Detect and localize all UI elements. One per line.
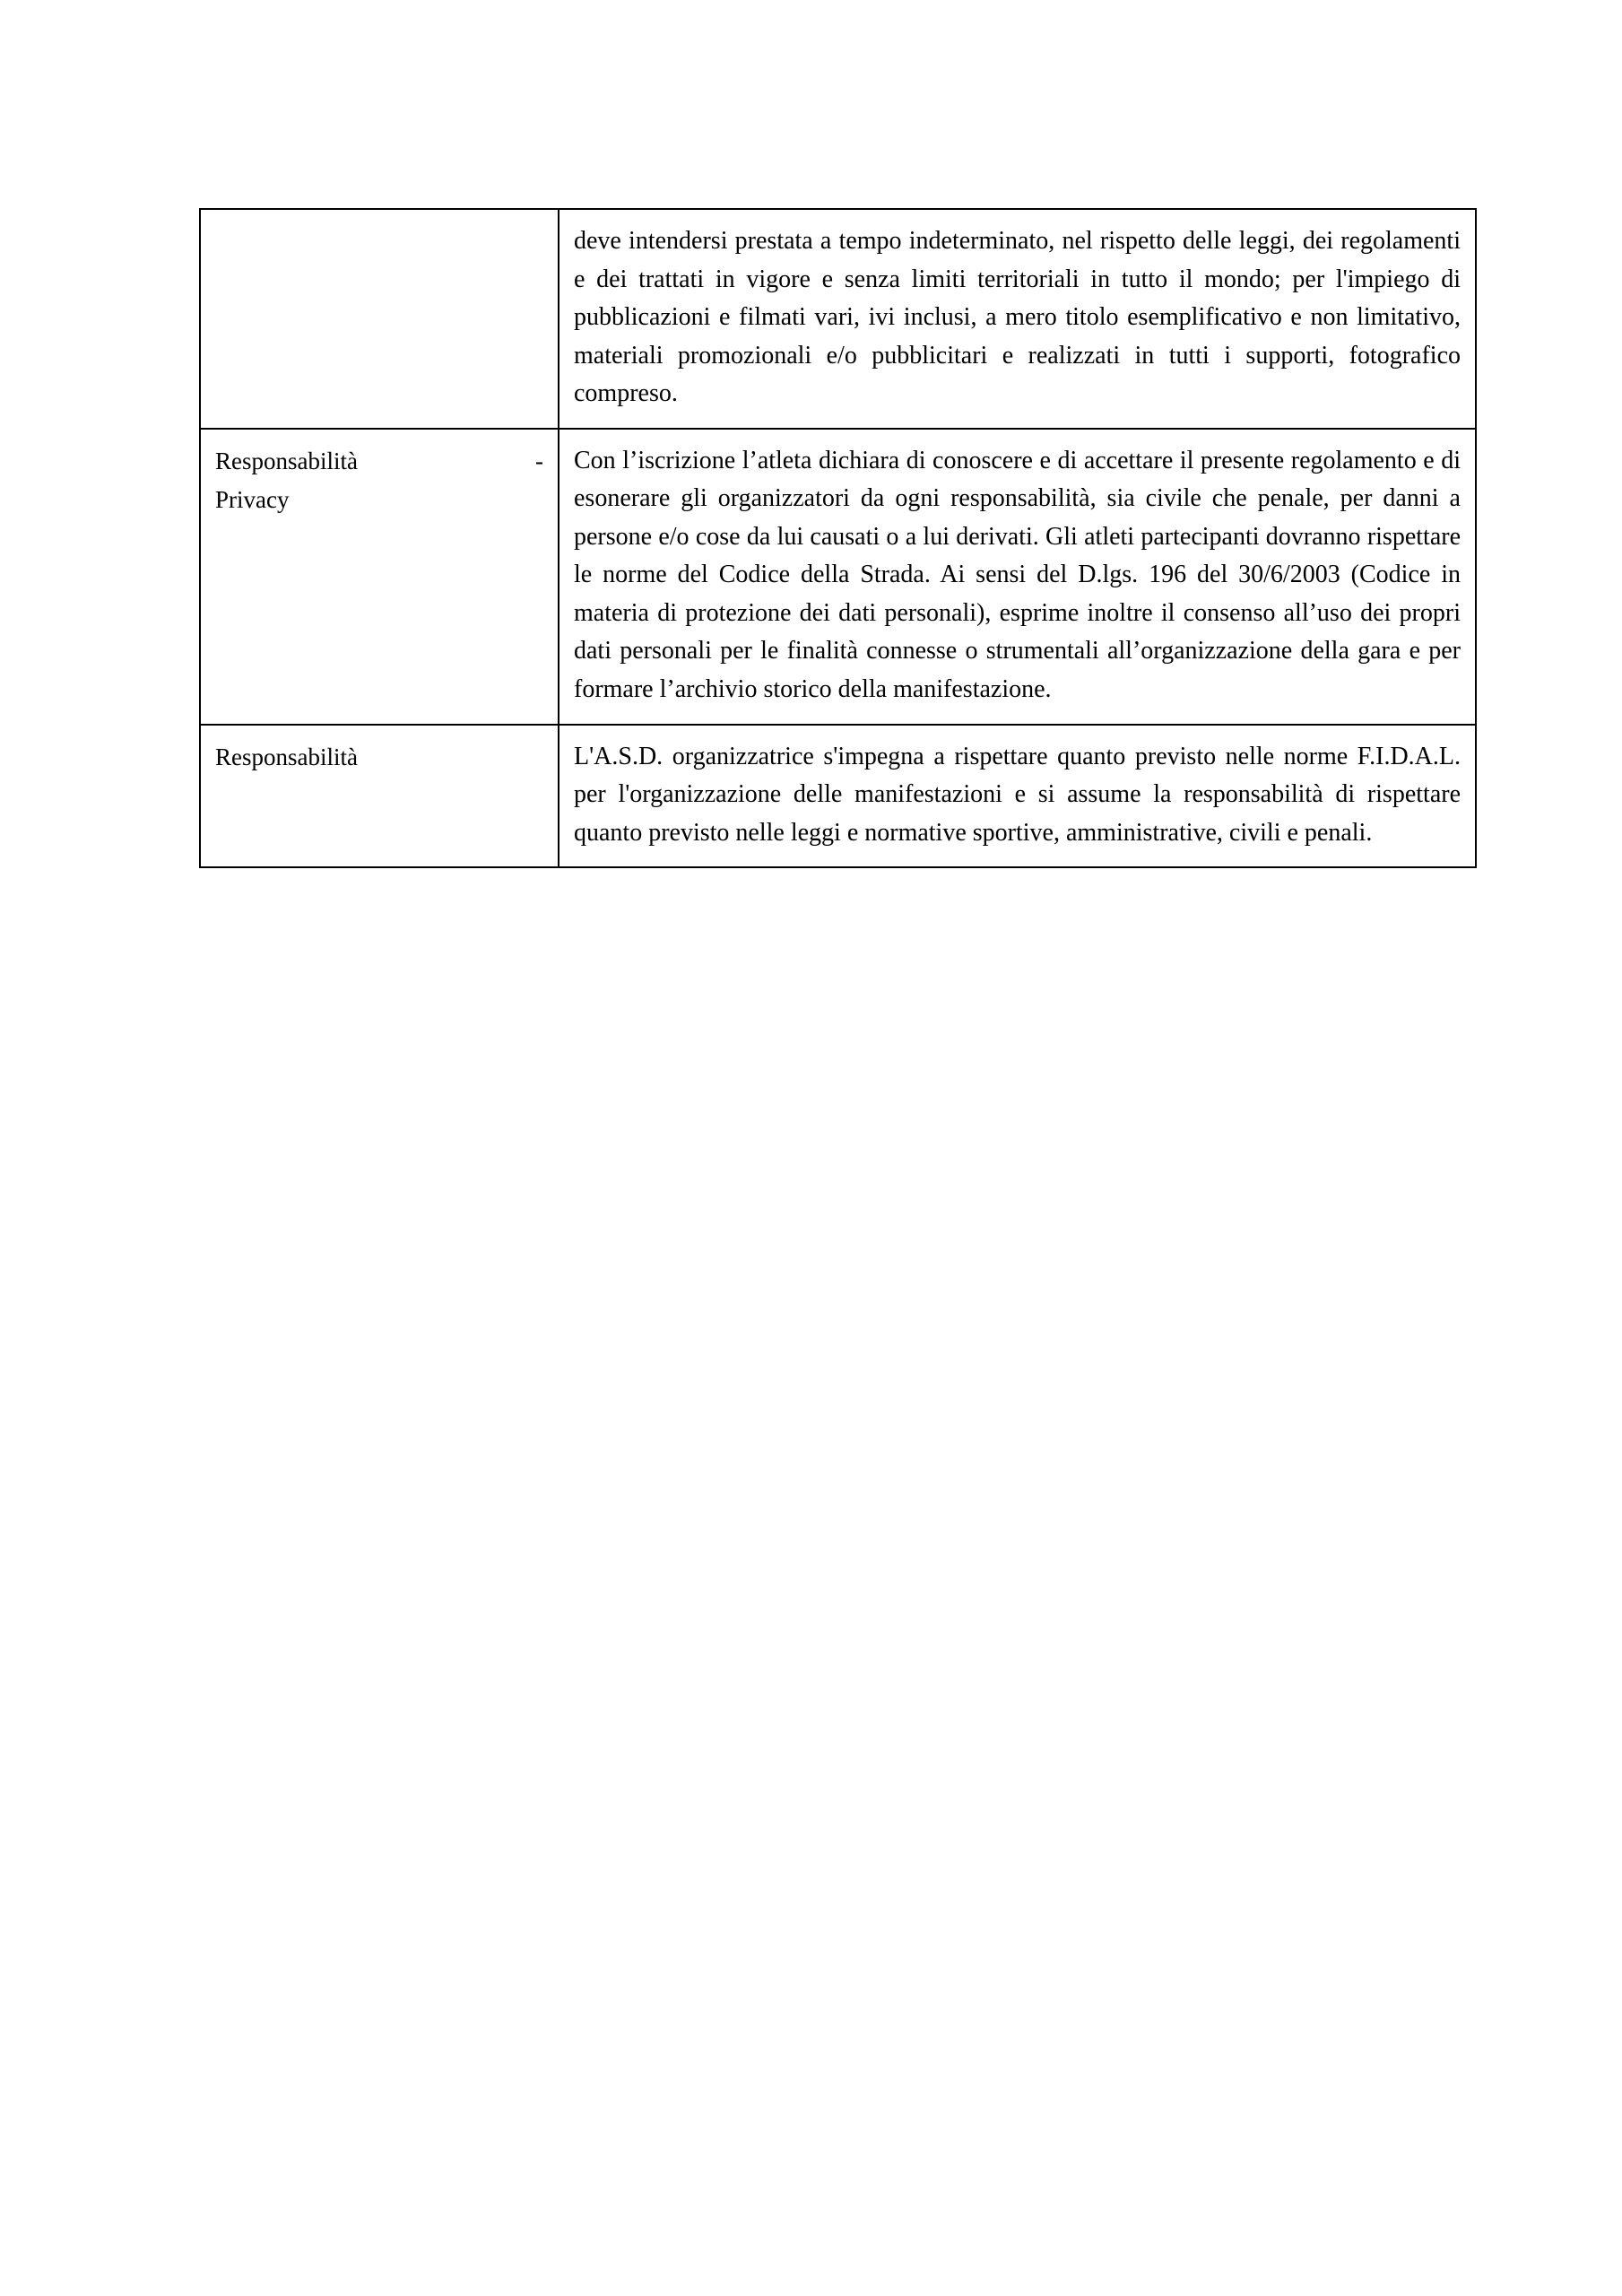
row-label-2-line1 (215, 442, 543, 482)
row-label-3: Responsabilità (215, 743, 358, 770)
row-body-2: Con l’iscrizione l’atleta dichiara di conoscere e di accettare il presente regolamento e di esonerare gli organizzatori da ogni responsabilità, sia civile che penale, per danni a persone e/o cose da lui causati o a lui derivati. Gli atleti partecipanti dovranno rispettare le norme del Codice della Strada. Ai sensi del D.lgs. 196 del 30/6/2003 (Codice in materia di protezione dei dati personali), esprime inoltre il consenso all’uso dei propri dati personali per le finalità connesse o strumentali all’organizzazione della gara e per formare l’archivio storico della manifestazione. (574, 446, 1461, 704)
table-body (200, 209, 1476, 867)
row-label-cell-2 (200, 429, 559, 725)
table-row (200, 725, 1476, 868)
row-body-cell-2 (559, 429, 1476, 725)
row-body-1: deve intendersi prestata a tempo indeterminato, nel rispetto delle leggi, dei regolamenti e dei trattati in vigore e senza limiti territoriali in tutto il mondo; per l'impiego di pubblicazioni e filmati vari, ivi inclusi, a mero titolo esemplificativo e non limitativo, materiali promozionali e/o pubblicitari e realizzati in tutti i supporti, fotografico compreso. (574, 227, 1461, 408)
row-body-cell-1 (559, 209, 1476, 429)
table-row (200, 429, 1476, 725)
table-row (200, 209, 1476, 429)
row-label-2-dash: - (535, 447, 543, 474)
row-label-2-text: Responsabilità (215, 447, 358, 474)
row-body-3: L'A.S.D. organizzatrice s'impegna a rispettare quanto previsto nelle norme F.I.D.A.L. per l'organizzazione delle manifestazioni e si assume la responsabilità di rispettare quanto previsto nelle leggi e normative sportive, amministrative, civili e penali. (574, 742, 1461, 847)
row-body-cell-3 (559, 725, 1476, 868)
row-label-cell-3 (200, 725, 559, 868)
row-label-2-line2: Privacy (215, 486, 290, 514)
regulation-table (199, 208, 1477, 868)
row-label-cell-1 (200, 209, 559, 429)
